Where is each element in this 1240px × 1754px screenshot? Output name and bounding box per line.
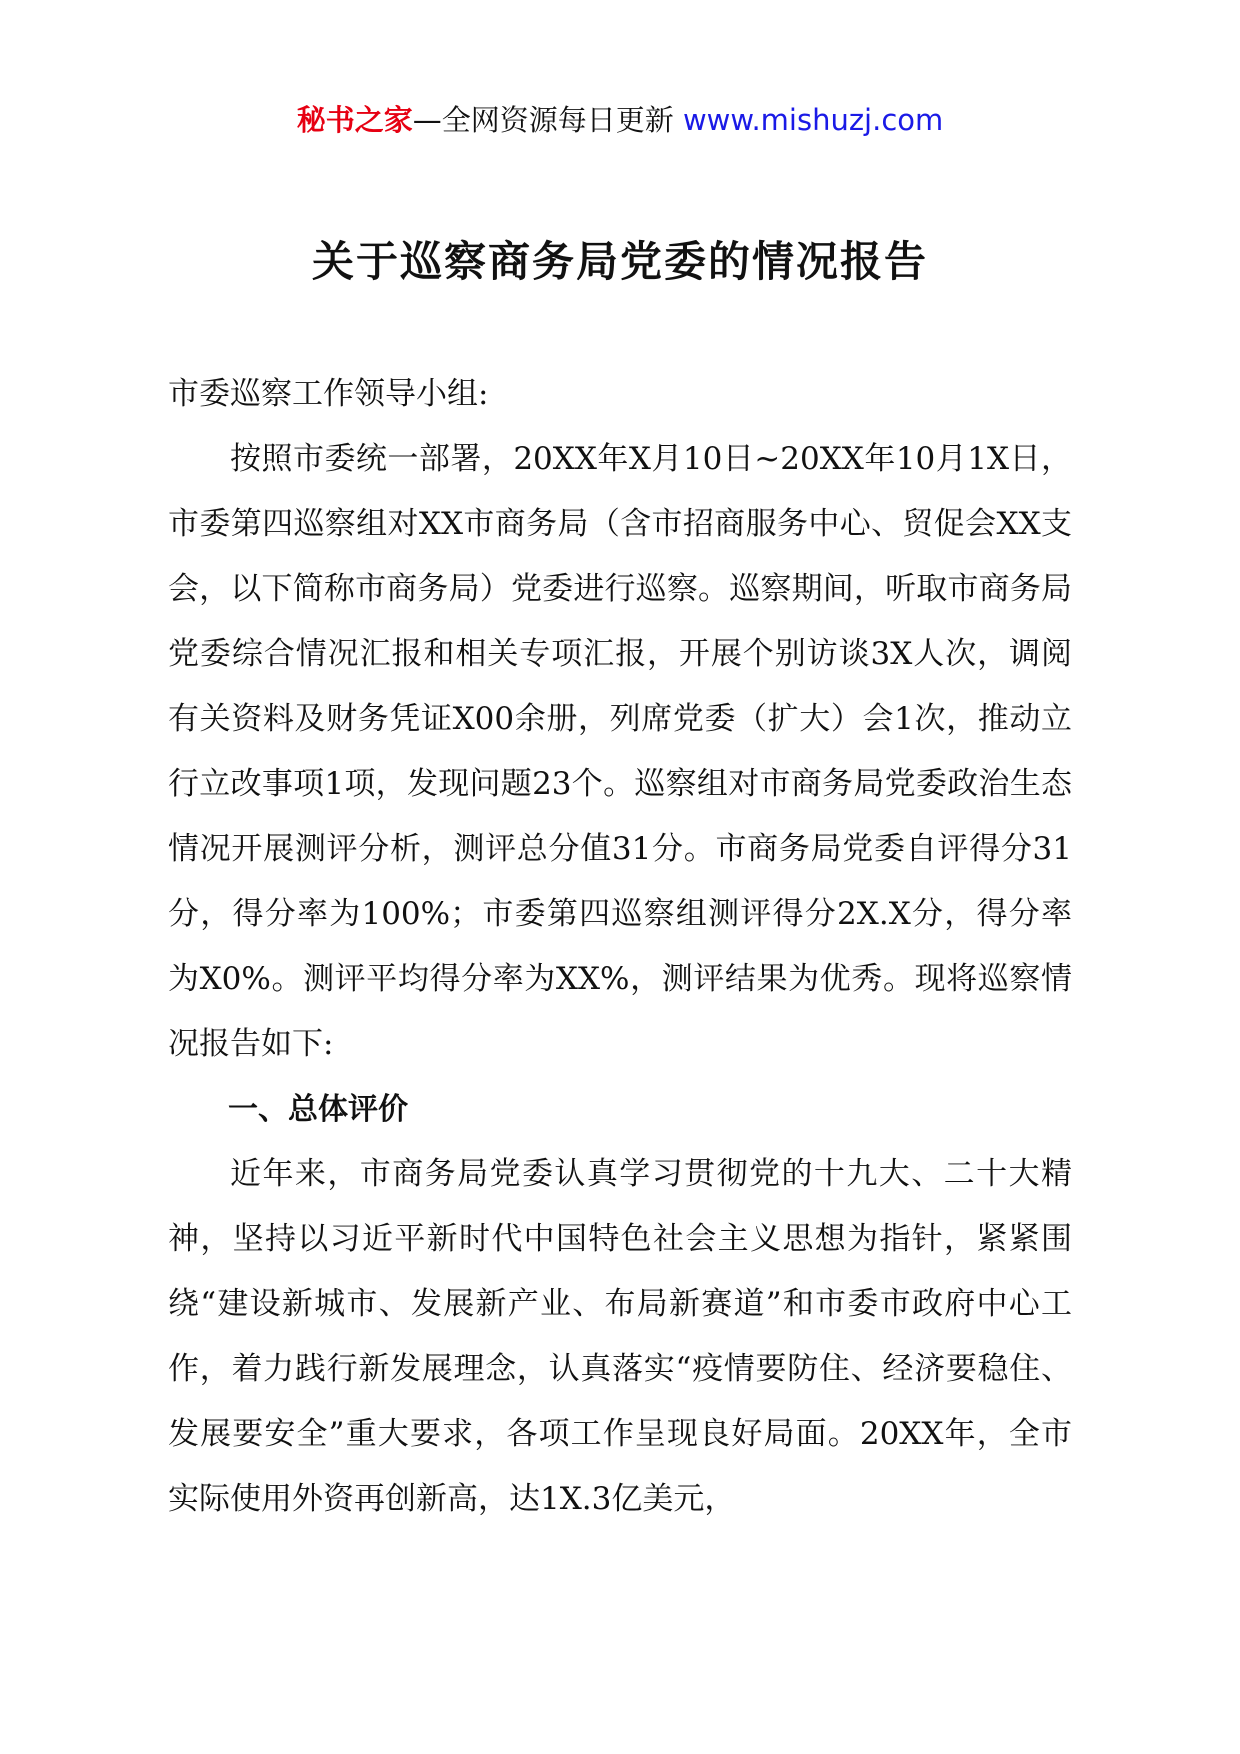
paragraph-overall-evaluation: 近年来，市商务局党委认真学习贯彻党的十九大、二十大精神，坚持以习近平新时代中国特色社会主义思想为指针，紧紧围绕“建设新城市、发展新产业、布局新赛道”和市委市政府中心工作，着力践行新发展理念，认真落实“疫情要防住、经济要稳住、发展要安全”重大要求，各项工作呈现良好局面。20XX年，全市实际使用外资再创新高，达1X.3亿美元， xyxy=(168,1156,1072,1517)
site-header xyxy=(0,100,1240,140)
salutation: 市委巡察工作领导小组: xyxy=(168,376,489,412)
site-slogan: —全网资源每日更新 xyxy=(412,103,674,137)
site-url-link[interactable]: www.mishuzj.com xyxy=(682,103,944,137)
site-brand: 秘书之家 xyxy=(296,103,413,137)
section-heading: 一、总体评价 xyxy=(228,1092,408,1127)
document-title: 关于巡察商务局党委的情况报告 xyxy=(311,237,928,286)
paragraph-intro: 按照市委统一部署，20XX年X月10日~20XX年10月1X日，市委第四巡察组对XX市商务局（含市招商服务中心、贸促会XX支会，以下简称市商务局）党委进行巡察。巡察期间，听取市商务局党委综合情况汇报和相关专项汇报，开展个别访谈3X人次，调阅有关资料及财务凭证X00余册，列席党委（扩大）会1次，推动立行立改事项1项，发现问题23个。巡察组对市商务局党委政治生态情况开展测评分析，测评总分值31分。市商务局党委自评得分31分，得分率为100%；市委第四巡察组测评得分2X.X分，得分率为X0%。测评平均得分率为XX%，测评结果为优秀。现将巡察情况报告如下: xyxy=(168,441,1072,1062)
document-body xyxy=(168,362,1072,1532)
